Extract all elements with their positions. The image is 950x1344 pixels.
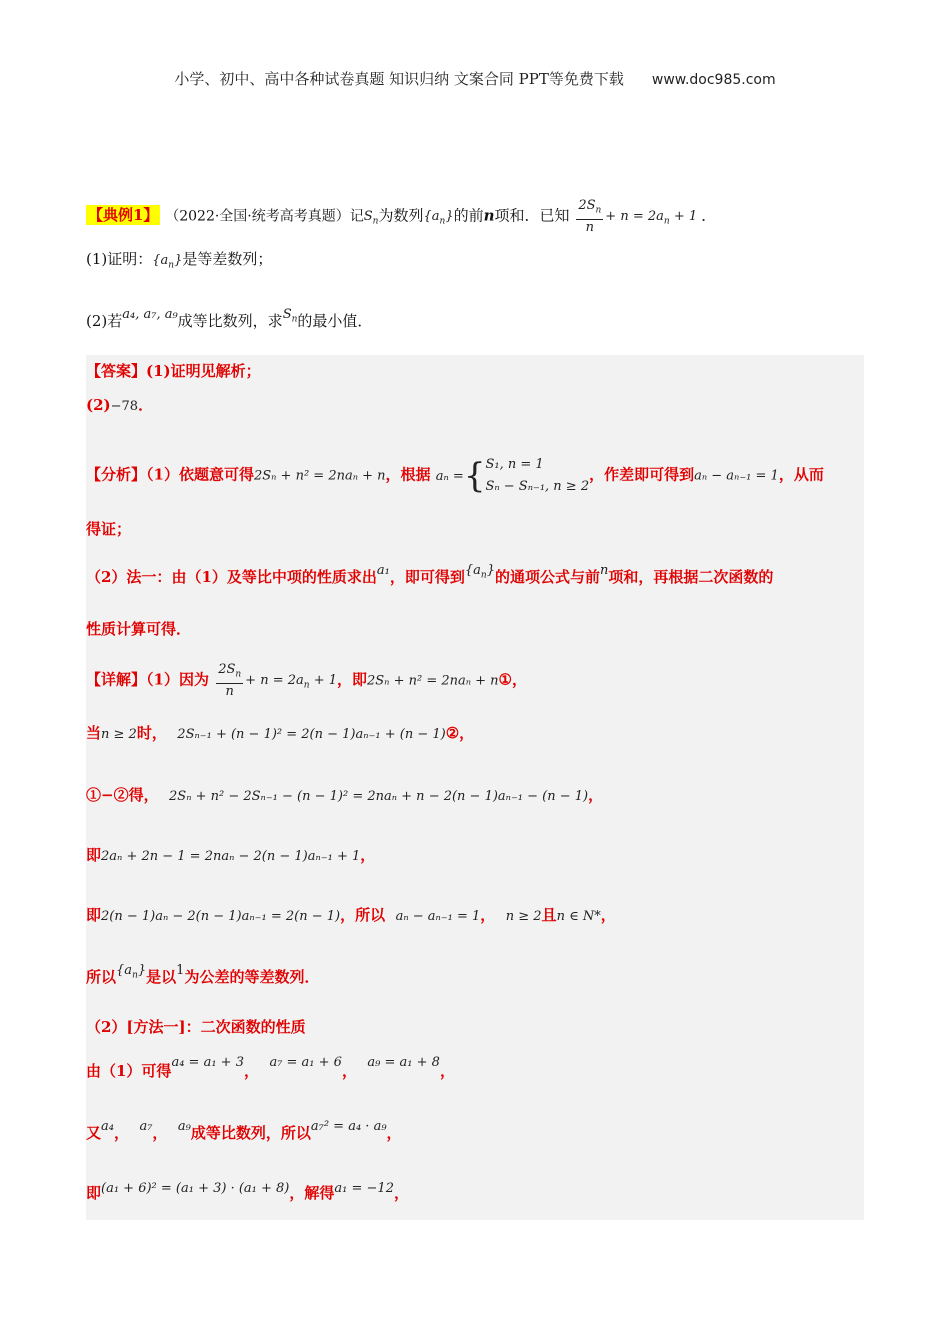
detail-line-9 [86, 1119, 402, 1146]
detail-line-1 [86, 662, 527, 700]
analysis-b3: 的通项公式与前 [495, 568, 601, 586]
detail-l5d: 且 [541, 906, 557, 924]
detail-l2c: ②， [445, 724, 475, 742]
answer-value: −78 [110, 399, 139, 414]
analysis-a1: （1）依题意可得 [146, 465, 254, 484]
question-t3: 项和．已知 [494, 206, 570, 225]
analysis-line-3 [86, 563, 774, 595]
math-eq6: (a₁ + 6)² = (a₁ + 3) · (a₁ + 8) [101, 1181, 290, 1196]
header-text: 小学、初中、高中各种试卷真题 知识归纳 文案合同 PPT等免费下载 [174, 70, 624, 88]
math-a9eq: a₉ = a₁ + 8 [367, 1055, 440, 1070]
math-an-set-3: $\{a_n\}$ [464, 563, 495, 581]
detail-line-3 [86, 784, 603, 808]
detail-l2b: 时， [136, 724, 167, 742]
detail-l1b: ，即 [336, 670, 367, 689]
answer-part2-label: (2) [86, 396, 111, 414]
part1-label: (1)证明： [86, 250, 153, 268]
math-condition: $\frac{2S_n}{n}$ + $n = 2a_n + 1$ [578, 198, 698, 235]
part2-line [86, 307, 373, 339]
math-eq1: 2Sₙ + n² = 2naₙ + n [253, 468, 386, 484]
math-seq: a₄, a₇, a₉ [122, 307, 178, 322]
math-a4eq: a₄ = a₁ + 3 [171, 1055, 244, 1070]
math-a9: a₉ [177, 1119, 191, 1134]
part1-text: 是等差数列； [182, 250, 273, 268]
detail-l10a: 即 [86, 1184, 102, 1202]
detail-l8d: ， [439, 1062, 455, 1080]
detail-line-8 [86, 1055, 455, 1084]
math-an-set-4: $\{a_n\}$ [116, 963, 147, 981]
part2-t1: 成等比数列，求 [177, 312, 283, 330]
detail-l5a: 即 [86, 906, 102, 924]
detail-l5b: ，所以 [340, 906, 386, 924]
question-source: （2022·全国·统考高考真题）记 [165, 208, 364, 225]
detail-l9e: ， [386, 1124, 402, 1142]
answer-part1: (1)证明见解析； [146, 362, 261, 380]
detail-l6c: 为公差的等差数列． [184, 968, 320, 986]
detail-l9a: 又 [86, 1124, 102, 1142]
analysis-b2: ，即可得到 [389, 568, 465, 586]
detail-l5e: ， [600, 906, 616, 924]
answer-line [86, 360, 261, 382]
question-line [86, 198, 716, 236]
analysis-line-2 [86, 518, 131, 540]
math-diff: aₙ − aₙ₋₁ = 1 [694, 468, 779, 484]
detail-l3b: ， [588, 786, 604, 804]
question-t2: 的前 [453, 206, 484, 225]
detail-l9b: ， [113, 1124, 129, 1142]
math-a4: a₄ [101, 1119, 114, 1134]
math-a7eq: a₇ = a₁ + 6 [269, 1055, 342, 1070]
math-eq3: 2Sₙ + n² − 2Sₙ₋₁ − (n − 1)² = 2naₙ + n − 2(n − 1)aₙ₋₁ − (n − 1) [169, 789, 589, 804]
detail-l1c: ①， [498, 670, 527, 689]
detail-l6a: 所以 [86, 968, 117, 986]
math-diff-2: aₙ − aₙ₋₁ = 1 [395, 909, 481, 924]
detail-l9d: 成等比数列，所以 [190, 1124, 311, 1142]
math-sol: a₁ = −12 [334, 1181, 394, 1196]
detail-line-10 [86, 1182, 409, 1206]
detail-l10b: ，解得 [289, 1184, 335, 1202]
math-a1: a₁ [376, 563, 390, 578]
math-piecewise: aₙ ={S₁, n = 1 Sₙ − Sₙ₋₁, n ≥ 2 [435, 456, 590, 496]
analysis-b5: 性质计算可得． [86, 620, 192, 638]
detail-l8a: 由（1）可得 [86, 1062, 172, 1080]
math-Sn-2: $S_n$ [282, 307, 298, 325]
math-nN: n ∈ N* [556, 909, 601, 924]
detail-line-6 [86, 963, 320, 995]
math-eq2: 2Sₙ₋₁ + (n − 1)² = 2(n − 1)aₙ₋₁ + (n − 1) [177, 727, 446, 742]
math-an-set-2: $\{a_n\}$ [152, 253, 183, 271]
analysis-label: 【分析】 [86, 465, 147, 484]
question-t1: 为数列 [378, 206, 424, 225]
math-ngeq2-2: n ≥ 2 [505, 909, 542, 924]
analysis-line-4 [86, 618, 191, 640]
detail-line-5 [86, 904, 616, 928]
math-ngeq2: n ≥ 2 [101, 727, 137, 742]
detail-label: 【详解】 [86, 670, 147, 689]
header-site: www.doc985.com [651, 72, 776, 88]
analysis-b4: 项和，再根据二次函数的 [608, 568, 774, 586]
math-one: 1 [176, 963, 185, 978]
detail-l10c: ， [393, 1184, 409, 1202]
math-Sn: $S_n$ [363, 209, 379, 227]
detail-l4b: ， [360, 846, 376, 864]
part2-label: (2)若 [86, 312, 123, 330]
math-eq5: 2(n − 1)aₙ − 2(n − 1)aₙ₋₁ = 2(n − 1) [101, 909, 341, 924]
detail-l6b: 是以 [146, 968, 177, 986]
detail-l8b: ， [243, 1062, 259, 1080]
part2-t2: 的最小值． [297, 312, 373, 330]
detail-l7: （2）[方法一]：二次函数的性质 [86, 1018, 306, 1036]
math-geo: a₇² = a₄ · a₉ [310, 1119, 387, 1134]
math-n: n [600, 563, 609, 578]
part1-line [86, 248, 272, 277]
question-end: ． [701, 206, 717, 225]
analysis-b1: （2）法一：由（1）及等比中项的性质求出 [86, 568, 377, 586]
page-header [0, 68, 950, 89]
math-condition-2: $\frac{2S_n}{n}$ + $n = 2a_n + 1$ [218, 662, 337, 699]
analysis-a3: ，作差即可得到 [589, 465, 695, 484]
detail-l5c: ， [480, 906, 496, 924]
answer-part2-end: ． [138, 396, 154, 414]
detail-l4a: 即 [86, 846, 102, 864]
analysis-a5: 得证； [86, 520, 132, 538]
detail-l2a: 当 [86, 724, 102, 742]
detail-l9c: ， [152, 1124, 168, 1142]
math-an-set: $\{a_n\}$ [423, 209, 454, 227]
math-eq1-b: 2Sₙ + n² = 2naₙ + n [367, 673, 499, 689]
analysis-line-1 [86, 454, 824, 498]
math-a7: a₇ [139, 1119, 153, 1134]
detail-line-4 [86, 844, 375, 868]
detail-l1a: （1）因为 [146, 670, 209, 689]
detail-line-2 [86, 722, 474, 746]
answer-line-2 [86, 394, 153, 418]
detail-l8c: ， [341, 1062, 357, 1080]
analysis-a4: ，从而 [778, 465, 824, 484]
question-n: n [483, 206, 495, 225]
detail-line-7 [86, 1016, 306, 1038]
answer-label: 【答案】 [86, 362, 147, 380]
detail-l3a: ①−②得， [86, 786, 159, 804]
math-eq4: 2aₙ + 2n − 1 = 2naₙ − 2(n − 1)aₙ₋₁ + 1 [101, 849, 361, 864]
example-tag: 【典例1】 [88, 206, 159, 225]
analysis-a2: ，根据 [385, 465, 431, 484]
